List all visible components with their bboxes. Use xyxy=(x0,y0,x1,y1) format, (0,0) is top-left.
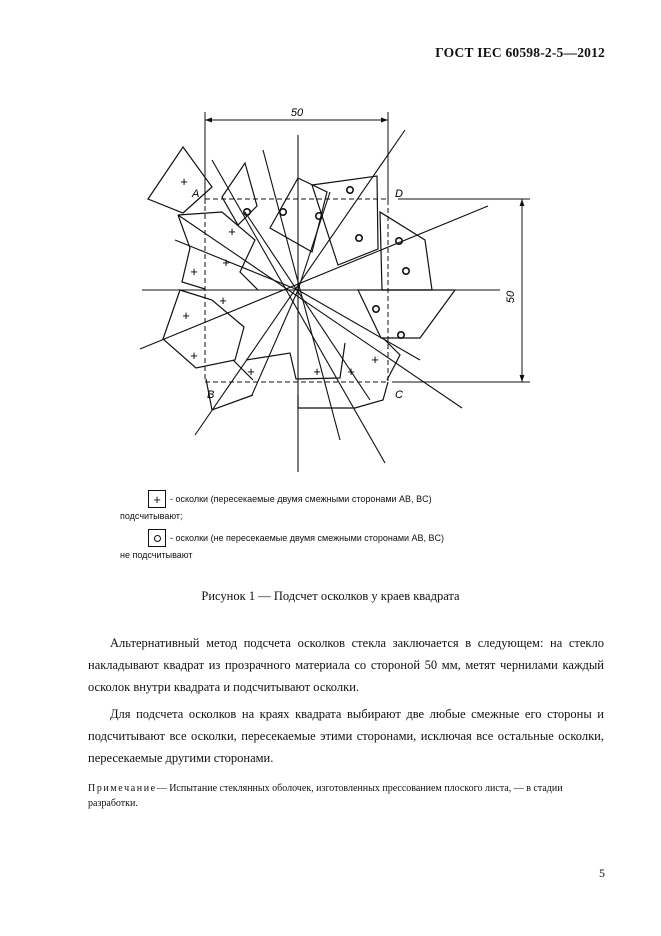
circle-legend-icon xyxy=(148,529,166,547)
legend-circle-text: - осколки (не пересекаемые двумя смежными сторонами AB, BC) xyxy=(170,533,445,543)
dimension-right-label: 50 xyxy=(505,290,517,304)
corner-label-c: C xyxy=(395,389,403,401)
legend-plus-text-continued: подсчитывают; xyxy=(120,511,183,521)
dimension-top-label: 50 xyxy=(290,107,304,119)
counted-marker: + xyxy=(222,255,230,270)
note xyxy=(88,781,604,811)
corner-label-b: B xyxy=(207,389,215,401)
counted-marker: + xyxy=(371,352,379,367)
uncounted-marker xyxy=(403,268,409,274)
paragraph-2: Для подсчета осколков на краях квадрата выбирают две любые смежные его стороны и подсчитывают все осколки, пересекаемые этими сторонами, исключая все остальные осколки, пересекаемые другими сторонами. xyxy=(88,707,604,765)
counted-marker: + xyxy=(190,348,198,363)
uncounted-marker xyxy=(347,187,353,193)
uncounted-marker xyxy=(373,306,379,312)
uncounted-marker xyxy=(398,332,404,338)
legend-circle-text-continued: не подсчитывают xyxy=(120,550,193,560)
uncounted-marker xyxy=(356,235,362,241)
counted-marker: + xyxy=(347,364,355,379)
legend-plus-text: - осколки (пересекаемые двумя смежными сторонами AB, BC) xyxy=(170,494,432,504)
crack-lines xyxy=(140,130,500,472)
page-number: 5 xyxy=(599,866,605,880)
note-text: — Испытание стеклянных оболочек, изготовленных прессованием плоского листа, — в стадии разработки. xyxy=(88,783,563,809)
legend xyxy=(120,490,444,560)
paragraph-1: Альтернативный метод подсчета осколков стекла заключается в следующем: на стекло накладывают квадрат из прозрачного материала со стороной 50 мм, метят чернилами каждый осколок внутри квадрата и подсчитывают осколки. xyxy=(88,636,604,694)
standard-header: ГОСТ IEC 60598-2-5—2012 xyxy=(435,45,605,60)
corner-label-d: D xyxy=(395,188,403,200)
counted-marker: + xyxy=(190,264,198,279)
dimension-lines xyxy=(205,112,530,382)
counted-marker: + xyxy=(247,364,255,379)
corner-label-a: A xyxy=(192,188,200,200)
counted-marker: + xyxy=(182,308,190,323)
counted-marker: + xyxy=(219,293,227,308)
counted-marker: + xyxy=(228,224,236,239)
plus-legend-icon: + xyxy=(148,490,166,508)
counted-marker: + xyxy=(313,364,321,379)
uncounted-marker xyxy=(396,238,402,244)
note-label: Примечание xyxy=(88,783,157,794)
uncounted-marker xyxy=(280,209,286,215)
counted-markers xyxy=(180,174,379,379)
circle-icon xyxy=(154,535,161,542)
counted-marker: + xyxy=(180,174,188,189)
figure-caption: Рисунок 1 — Подсчет осколков у краев квадрата xyxy=(201,589,460,603)
